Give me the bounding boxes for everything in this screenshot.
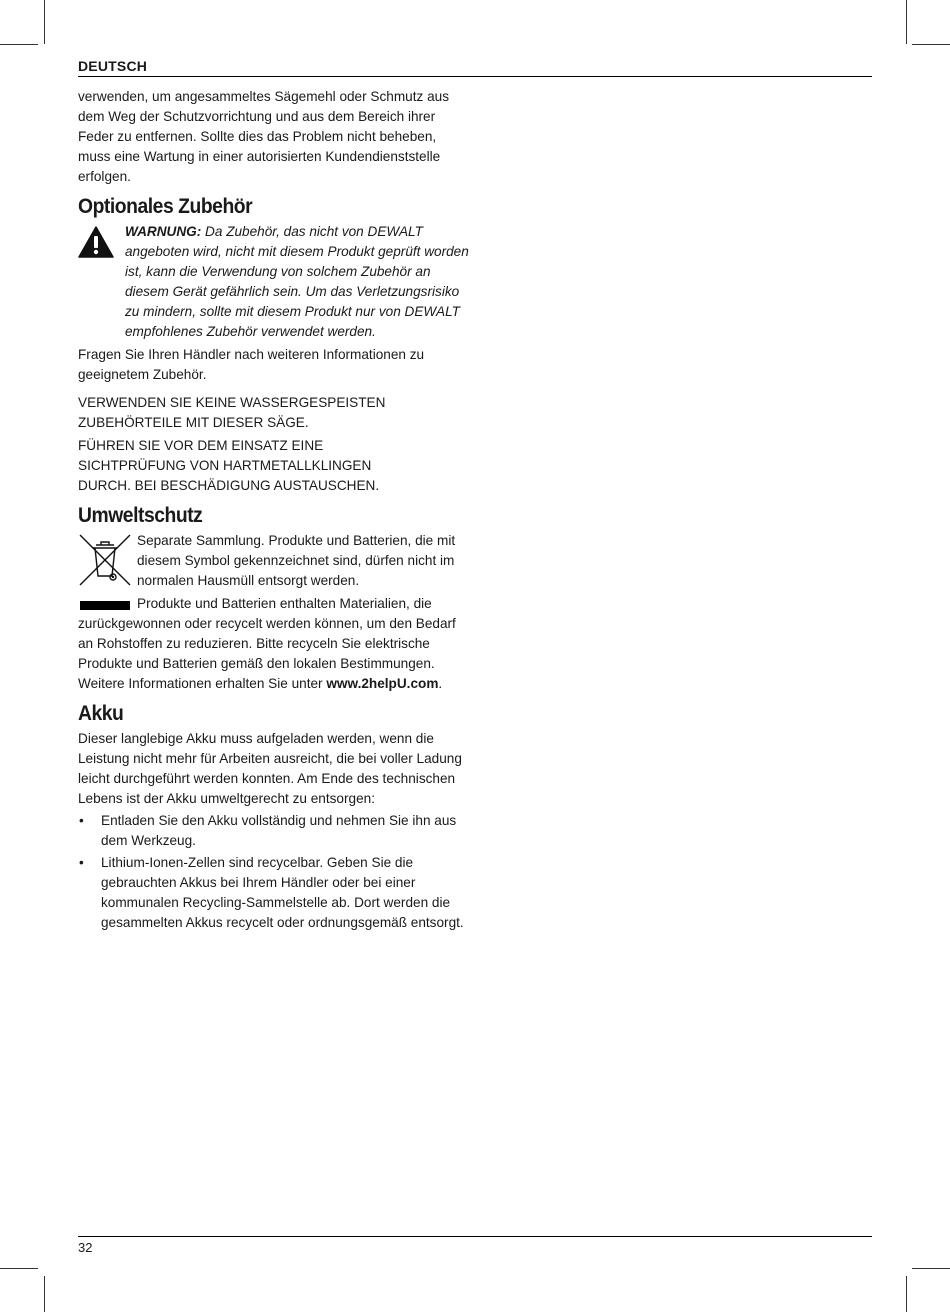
black-bar-marker	[80, 601, 130, 610]
separate-collection-text: Separate Sammlung. Produkte und Batterien, die mit diesem Symbol gekennzeichnet sind, dürfen nicht im normalen Hausmüll entsorgt werden.	[137, 533, 456, 588]
crop-mark	[0, 44, 38, 45]
separate-collection-block	[78, 531, 470, 591]
heading-battery: Akku	[78, 702, 124, 725]
heading-optional-accessories: Optionales Zubehör	[78, 195, 253, 218]
bullet-text: Lithium-Ionen-Zellen sind recycelbar. Geben Sie die gebrauchten Akkus bei Ihrem Händler oder bei einer kommunalen Recycling-Sammelstelle ab. Dort werden die gesammelten Akkus recycelt oder ordnungsgemäß entsorgt.	[101, 855, 464, 930]
recycle-paragraph	[78, 594, 470, 694]
footer-rule	[78, 1236, 872, 1237]
recycle-text: Produkte und Batterien enthalten Materialien, die zurückgewonnen oder recycelt werden können, um den Bedarf an Rohstoffen zu reduzieren. Bitte recyceln Sie elektrische Produkte und Batterien gemäß den lokalen Bestimmungen. Weitere Informationen erhalten Sie unter	[78, 596, 456, 691]
header-rule	[78, 76, 872, 77]
bullet-marker: •	[79, 855, 84, 870]
main-column	[78, 87, 470, 933]
warning-block	[78, 222, 470, 342]
intro-paragraph: verwenden, um angesammeltes Sägemehl oder Schmutz aus dem Weg der Schutzvorrichtung und aus dem Bereich ihrer Feder zu entfernen. Sollte dies das Problem nicht beheben, muss eine Wartung in einer autorisierten Kundendienststelle erfolgen.	[78, 89, 450, 184]
battery-paragraph: Dieser langlebige Akku muss aufgeladen werden, wenn die Leistung nicht mehr für Arbeiten ausreicht, die bei voller Ladung leicht durchgeführt werden konnten. Am Ende des technischen Lebens ist der Akku umweltgerecht zu entsorgen:	[78, 731, 462, 806]
help-link[interactable]: www.2helpU.com	[326, 676, 439, 691]
accessory-info: Fragen Sie Ihren Händler nach weiteren Informationen zu geeignetem Zubehör.	[78, 347, 425, 382]
crop-mark	[0, 1268, 38, 1269]
header-language: DEUTSCH	[78, 58, 148, 74]
caps-warning-inspection: FÜHREN SIE VOR DEM EINSATZ EINE SICHTPRÜFUNG VON HARTMETALLKLINGEN DURCH. BEI BESCHÄDIGUNG AUSTAUSCHEN.	[78, 438, 380, 493]
crop-mark	[44, 0, 45, 44]
list-item	[78, 853, 470, 933]
bullet-marker: •	[79, 813, 84, 828]
crop-mark	[906, 1276, 907, 1312]
crop-mark	[912, 1268, 950, 1269]
list-item	[78, 811, 470, 851]
crop-mark	[906, 0, 907, 44]
caps-warning-water: VERWENDEN SIE KEINE WASSERGESPEISTEN ZUBEHÖRTEILE MIT DIESER SÄGE.	[78, 395, 386, 430]
crop-mark	[44, 1276, 45, 1312]
warning-triangle-icon	[78, 226, 114, 258]
bullet-text: Entladen Sie den Akku vollständig und nehmen Sie ihn aus dem Werkzeug.	[101, 813, 457, 848]
recycle-period: .	[438, 676, 443, 691]
warning-text: Da Zubehör, das nicht von DEWALT angeboten wird, nicht mit diesem Produkt geprüft worden ist, kann die Verwendung von solchem Zubehör an diesem Gerät gefährlich sein. Um das Verletzungsrisiko zu mindern, sollte mit diesem Produkt nur von DEWALT empfohlenes Zubehör verwendet werden.	[125, 224, 469, 339]
warning-label: WARNUNG:	[125, 224, 202, 239]
page-number: 32	[78, 1240, 93, 1255]
crop-mark	[912, 44, 950, 45]
battery-bullet-list	[78, 811, 470, 933]
crossed-out-wheelie-bin-icon	[78, 533, 132, 587]
heading-environment: Umweltschutz	[78, 504, 203, 527]
